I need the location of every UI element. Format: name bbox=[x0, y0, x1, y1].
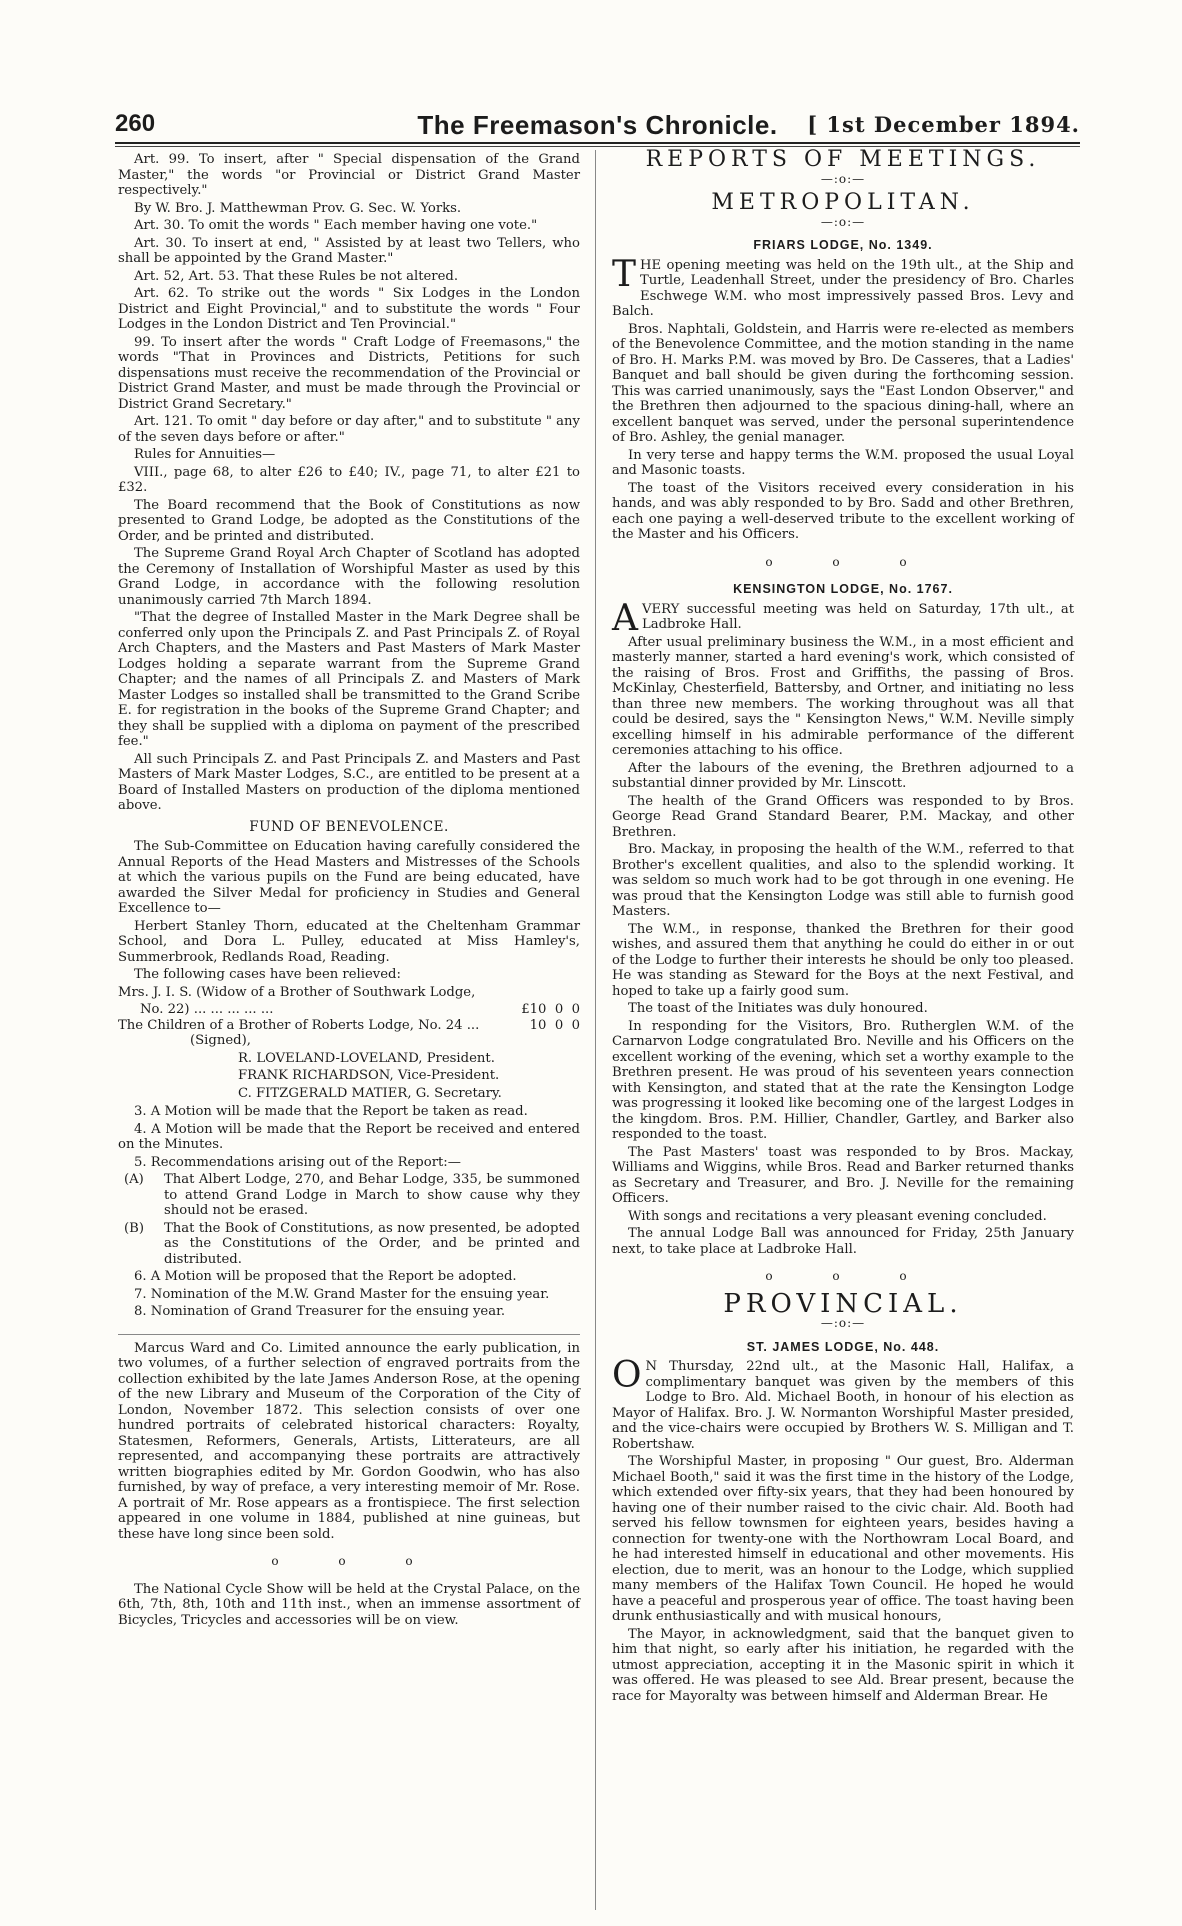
paragraph: 99. To insert after the words " Craft Lodge of Freemasons," the words "That in Provinces and Districts, Petitions for such dispensations must receive the recommendation of the Provincial or District Grand Master, and must be made through the Provincial or District Grand Secretary." bbox=[118, 334, 580, 412]
friars-lodge-heading: FRIARS LODGE, No. 1349. bbox=[753, 238, 933, 252]
relief-case-1-row bbox=[118, 1002, 580, 1018]
paragraph: 5. Recommendations arising out of the Report:— bbox=[134, 1154, 461, 1170]
kensington-lodge-heading: KENSINGTON LODGE, No. 1767. bbox=[733, 582, 953, 596]
provincial-heading: PROVINCIAL. bbox=[723, 1288, 963, 1319]
paragraph: Art. 99. To insert, after " Special dispensation of the Grand Master," the words "or Provincial or District Grand Master respectively." bbox=[118, 152, 580, 198]
paragraph: The Sub-Committee on Education having carefully considered the Annual Reports of the Head Masters and Mistresses of the Schools at which the various pupils on the Fund are being educated, have awarded the Silver Medal for proficiency in Studies and General Excellence to— bbox=[118, 839, 580, 916]
publication-title: The Freemason's Chronicle. bbox=[417, 110, 778, 140]
ornament-separator: o o o bbox=[271, 1554, 441, 1568]
quoted-resolution: "That the degree of Installed Master in the Mark Degree shall be conferred only upon the Principals Z. and Past Principals Z. of Royal Arch Chapters, and the Masters and Past Masters of Mark Master Lodges holding a separate warrant from the Supreme Grand Chapter; and the names of all Principals Z. and Masters of Mark Master Lodges so installed shall be transmitted to the Grand Scribe E. for registration in the books of the Supreme Grand Chapter; and they shall be supplied with a diploma on payment of the prescribed fee." bbox=[118, 610, 580, 749]
fund-of-benevolence-heading: FUND OF BENEVOLENCE. bbox=[249, 818, 449, 835]
relief-case-1-amount: £10 0 0 bbox=[521, 1002, 580, 1017]
separator: —:o:— bbox=[820, 1316, 866, 1330]
paragraph: In responding for the Visitors, Bro. Rutherglen W.M. of the Carnarvon Lodge congratulated Bro. Neville and his Officers on the excellent working of the evening, which set a worthy example to the Brethren present. He was proud of his seventeen years connection with Kensington, and stated that at the rate the Kensington Lodge was progressing it looked like becoming one of the largest Lodges in the kingdom. Bros. P.M. Hillier, Chandler, Gartley, and Barker also responded to the toast. bbox=[612, 1018, 1074, 1142]
separator: —:o:— bbox=[820, 171, 866, 186]
paragraph: Art. 121. To omit " day before or day after," and to substitute " any of the seven days before or after." bbox=[118, 414, 580, 445]
column-divider bbox=[595, 150, 596, 1910]
paragraph: The Past Masters' toast was responded to by Bros. Mackay, Williams and Wiggins, while Bros. Read and Barker returned thanks as Secretary and Treasurer, and Bro. J. Neville for the remaining Officers. bbox=[612, 1144, 1074, 1206]
page-header bbox=[115, 110, 1080, 144]
paragraph: Bros. Naphtali, Goldstein, and Harris were re-elected as members of the Benevolence Committee, and the motion standing in the name of Bro. H. Marks P.M. was moved by Bro. De Casseres, that a Ladies' Banquet and ball should be given during the forthcoming session. This was carried unanimously, says the "East London Observer," and the Brethren then adjourned to the spacious dining-hall, where an excellent banquet was served, under the personal superintendence of Bro. Ashley, the genial manager. bbox=[612, 321, 1074, 445]
drop-cap: T bbox=[612, 253, 637, 295]
paragraph: Marcus Ward and Co. Limited announce the early publication, in two volumes, of a further selection of engraved portraits from the collection exhibited by the late James Anderson Rose, at the opening of the new Library and Museum of the Corporation of the City of London, November 1872. This selection consists of over one hundred portraits of celebrated historical characters: Royalty, Statesmen, Reformers, Generals, Artists, Litterateurs, are all represented, and accompanying these portraits are attractively written biographies edited by Mr. Gordon Goodwin, who has also furnished, by way of preface, a very interesting memoir of Mr. Rose. A portrait of Mr. Rose appears as a frontispiece. The first selection appeared in one volume in 1884, published at nine guineas, but these have long since been sold. bbox=[118, 1340, 580, 1542]
paragraph: 6. A Motion will be proposed that the Report be adopted. bbox=[134, 1269, 517, 1284]
paragraph: Art. 62. To strike out the words " Six Lodges in the London District and Eight Provincial," and to substitute the words " Four Lodges in the London District and Ten Provincial." bbox=[118, 286, 580, 332]
signed-label: (Signed), bbox=[190, 1033, 251, 1048]
header-rule bbox=[115, 142, 1080, 144]
paragraph: In very terse and happy terms the W.M. proposed the usual Loyal and Masonic toasts. bbox=[612, 447, 1074, 478]
paragraph: The National Cycle Show will be held at the Crystal Palace, on the 6th, 7th, 8th, 10th and 11th inst., when an immense assortment of Bicycles, Tricycles and accessories will be on view. bbox=[118, 1581, 580, 1628]
paragraph-text: N Thursday, 22nd ult., at the Masonic Hall, Halifax, a complimentary banquet was given by the members of this Lodge to Bro. Ald. Michael Booth, in honour of his election as Mayor of Halifax. Bro. J. W. Normanton Worshipful Master presided, and the vice-chairs were occupied by Brothers W. S. Milligan and T. Robertshaw. bbox=[612, 1359, 1074, 1452]
paragraph: Art. 30. To omit the words " Each member having one vote." bbox=[134, 218, 538, 233]
paragraph-text: HE opening meeting was held on the 19th ult., at the Ship and Turtle, Leadenhall Street, under the presidency of Bro. Charles Eschwege W.M. who most impressively passed Bros. Levy and Balch. bbox=[612, 257, 1074, 319]
drop-cap: O bbox=[612, 1355, 642, 1396]
paragraph-text: VERY successful meeting was held on Saturday, 17th ult., at Ladbroke Hall. bbox=[642, 601, 1074, 632]
relief-case-2-amount: 10 0 0 bbox=[529, 1017, 580, 1033]
paragraph: Bro. Mackay, in proposing the health of the W.M., referred to that Brother's excellent qualities, and also to the splendid working. It was seldom so much work had to be got through in one evening. He was proud that the Kensington Lodge was still able to furnish good Masters. bbox=[612, 842, 1074, 919]
paragraph: The toast of the Visitors received every consideration in his hands, and was ably responded to by Bro. Sadd and other Brethren, each one paying a well-deserved tribute to the excellent working of the Master and his Officers. bbox=[612, 480, 1074, 542]
paragraph: All such Principals Z. and Past Principals Z. and Masters and Past Masters of Mark Master Lodges, S.C., are entitled to be present at a Board of Installed Masters on production of the diploma mentioned above. bbox=[118, 751, 580, 813]
paragraph bbox=[612, 253, 1074, 320]
relief-case-1-detail: No. 22) ... ... ... ... ... bbox=[140, 1002, 274, 1017]
paragraph: The W.M., in response, thanked the Brethren for their good wishes, and assured them that anything he could do either in or out of the Lodge to further their interests he should be only too pleased. He was standing as Steward for the Boys at the next Festival, and hoped to take up a fairly good sum. bbox=[612, 921, 1074, 999]
left-column bbox=[118, 152, 580, 1630]
recommendation-a bbox=[118, 1172, 580, 1219]
drop-cap: A bbox=[612, 597, 638, 639]
paragraph: The Board recommend that the Book of Constitutions as now presented to Grand Lodge, be adopted as the Constitutions of the Order, and be printed and distributed. bbox=[118, 497, 580, 544]
paragraph: After the labours of the evening, the Brethren adjourned to a substantial dinner provided by Mr. Linscott. bbox=[612, 760, 1074, 791]
recommendation-b-label: (B) bbox=[124, 1220, 144, 1236]
right-column bbox=[612, 147, 1074, 1706]
paragraph: Art. 30. To insert at end, " Assisted by at least two Tellers, who shall be appointed by the Grand Master." bbox=[118, 235, 580, 266]
signature-president: R. LOVELAND-LOVELAND, President. bbox=[238, 1050, 495, 1066]
paragraph: 3. A Motion will be made that the Report be taken as read. bbox=[134, 1104, 528, 1119]
issue-date: [ 1st December 1894. bbox=[807, 112, 1080, 137]
paragraph: The health of the Grand Officers was responded to by Bros. George Read Grand Standard Bearer, P.M. Mackay, and other Brethren. bbox=[612, 793, 1074, 840]
recommendation-a-text: That Albert Lodge, 270, and Behar Lodge, 335, be summoned to attend Grand Lodge in March to show cause why they should not be erased. bbox=[164, 1172, 580, 1218]
paragraph: 4. A Motion will be made that the Report be received and entered on the Minutes. bbox=[118, 1121, 580, 1152]
signature-vice-president: FRANK RICHARDSON, Vice-President. bbox=[238, 1068, 500, 1083]
relief-case-2-detail: The Children of a Brother of Roberts Lodge, No. 24 ... bbox=[118, 1017, 480, 1033]
ornament-separator: o o o bbox=[765, 1269, 935, 1283]
relief-case-1-line: Mrs. J. I. S. (Widow of a Brother of Southwark Lodge, bbox=[118, 984, 476, 1000]
paragraph: 7. Nomination of the M.W. Grand Master for the ensuing year. bbox=[134, 1286, 550, 1302]
paragraph: The toast of the Initiates was duly honoured. bbox=[628, 1001, 928, 1016]
ornament-separator: o o o bbox=[765, 554, 935, 569]
paragraph bbox=[612, 597, 1074, 639]
paragraph: Herbert Stanley Thorn, educated at the Cheltenham Grammar School, and Dora L. Pulley, educated at Miss Hamley's, Summerbrook, Redlands Road, Reading. bbox=[118, 918, 580, 965]
relief-case-2-row bbox=[118, 1018, 580, 1034]
paragraph: The annual Lodge Ball was announced for Friday, 25th January next, to take place at Ladbroke Hall. bbox=[612, 1226, 1074, 1257]
metropolitan-heading: METROPOLITAN. bbox=[711, 190, 975, 215]
paragraph: The Mayor, in acknowledgment, said that the banquet given to him that night, so early after his initiation, he regarded with the utmost appreciation, accepting it in the Masonic spirit in which it was offered. He was pleased to see Ald. Brear present, because the race for Mayoralty was between himself and Alderman Brear. He bbox=[612, 1626, 1074, 1704]
paragraph bbox=[612, 1355, 1074, 1452]
paragraph: By W. Bro. J. Matthewman Prov. G. Sec. W. Yorks. bbox=[134, 200, 462, 216]
separator: —:o:— bbox=[820, 214, 866, 229]
reports-of-meetings-heading: REPORTS OF MEETINGS. bbox=[645, 147, 1041, 172]
paragraph: With songs and recitations a very pleasant evening concluded. bbox=[628, 1208, 1047, 1224]
recommendation-b-text: That the Book of Constitutions, as now presented, be adopted as the Constitutions of the Order, and be printed and distributed. bbox=[164, 1220, 580, 1267]
paragraph: Art. 52, Art. 53. That these Rules be not altered. bbox=[134, 268, 459, 284]
paragraph: VIII., page 68, to alter £26 to £40; IV., page 71, to alter £21 to £32. bbox=[118, 464, 580, 495]
st-james-lodge-heading: ST. JAMES LODGE, No. 448. bbox=[746, 1339, 940, 1354]
recommendation-a-label: (A) bbox=[124, 1172, 144, 1187]
section-rule bbox=[118, 1334, 580, 1335]
recommendation-b bbox=[118, 1221, 580, 1268]
paragraph: The Supreme Grand Royal Arch Chapter of Scotland has adopted the Ceremony of Installation of Worshipful Master as used by this Grand Lodge, in accordance with the following resolution unanimously carried 7th March 1894. bbox=[118, 546, 580, 608]
paragraph: 8. Nomination of Grand Treasurer for the ensuing year. bbox=[134, 1304, 506, 1319]
signature-secretary: C. FITZGERALD MATIER, G. Secretary. bbox=[238, 1085, 502, 1101]
page-number: 260 bbox=[115, 110, 156, 137]
paragraph: After usual preliminary business the W.M., in a most efficient and masterly manner, started a hard evening's work, which consisted of the raising of Bros. Frost and Griffiths, the passing of Bros. McKinlay, Chesterfield, Battersby, and Ortner, and initiating no less than three new members. The working throughout was all that could be desired, says the " Kensington News," W.M. Neville simply excelling himself in his admirable performance of the different ceremonies attaching to his office. bbox=[612, 634, 1074, 758]
paragraph: Rules for Annuities— bbox=[134, 447, 276, 462]
paragraph: The Worshipful Master, in proposing " Our guest, Bro. Alderman Michael Booth," said it was the first time in the history of the Lodge, which extended over fifty-six years, that they had been honoured by having one of their number raised to the civic chair. Ald. Booth had served his fellow townsmen for eighteen years, besides having a connection for twenty-one with the Northowram Local Board, and he had interested himself in educational and other movements. His election, due to merit, was an honour to the Lodge, which supplied many members of the Halifax Town Council. He hoped he would have a peaceful and prosperous year of office. The toast having been drunk enthusiastically and with musical honours, bbox=[612, 1454, 1074, 1624]
paragraph: The following cases have been relieved: bbox=[134, 967, 401, 982]
